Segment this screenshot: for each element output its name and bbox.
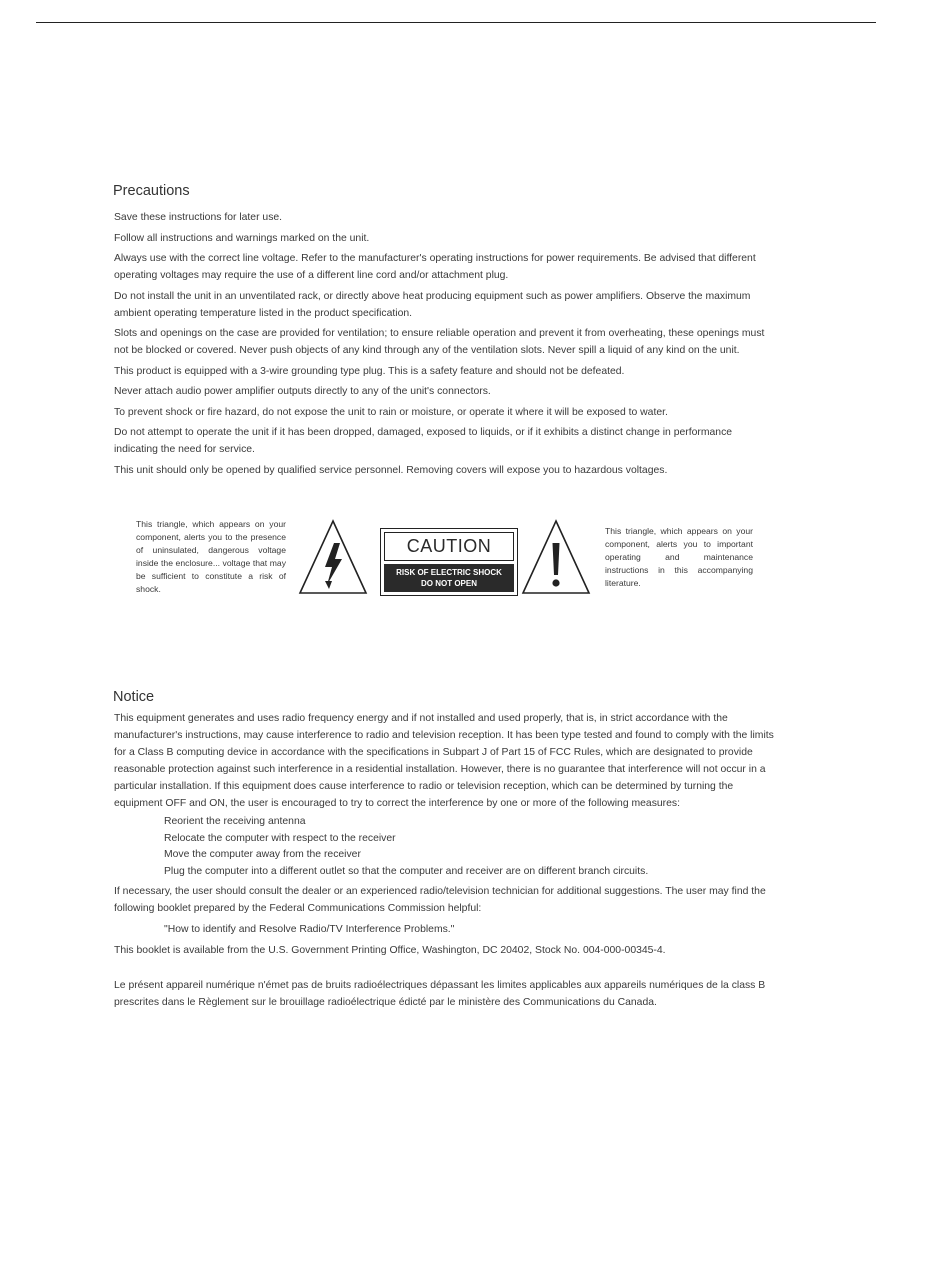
notice-paragraph: If necessary, the user should consult the dealer or an experienced radio/television technician for additional suggestions. The user may find the following booklet prepared by the Federal Communications Commission helpful: [114,886,766,914]
exclamation-triangle-icon [521,519,591,595]
caution-line-1: RISK OF ELECTRIC SHOCK [396,568,502,577]
precaution-item: Never attach audio power amplifier outputs directly to any of the unit's connectors. [114,386,491,397]
precautions-list [114,209,774,482]
caution-band [384,564,514,592]
notice-paragraph: This equipment generates and uses radio frequency energy and if not installed and used properly, that is, in strict accordance with the manufacturer's instructions, may cause interference to radio and television reception. It has been type tested and found to comply with the limits for a Class B computing device in accordance with the specifications in Subpart J of Part 15 of FCC Rules, which are designated to provide reasonable protection against such interference in a residential installation. However, there is no guarantee that interference will not occur in a particular installation. If this equipment does cause interference to radio or television reception, which can be determined by turning the equipment OFF and ON, the user is encouraged to try to correct the interference by one or more of the following measures: [114,713,774,809]
caution-word-frame [384,532,514,561]
notice-paragraph: This booklet is available from the U.S. Government Printing Office, Washington, DC 20402, Stock No. 004-000-00345-4. [114,945,666,956]
notice-body [114,710,774,1011]
measures-list [114,814,774,880]
literature-warning-text: This triangle, which appears on your component, alerts you to important operating and maintenance instructions in this accompanying literature. [605,526,753,588]
precautions-title: Precautions [113,183,190,199]
precaution-item: Always use with the correct line voltage. Refer to the manufacturer's operating instructions for power requirements. Be advised that different operating voltages may require the use of a different line cord and/or attachment plug. [114,253,756,281]
precaution-item: This product is equipped with a 3-wire grounding type plug. This is a safety feature and should not be defeated. [114,365,625,377]
measure-item: Move the computer away from the receiver [164,849,361,860]
precaution-item: To prevent shock or fire hazard, do not expose the unit to rain or moisture, or operate it where it will be exposed to water. [114,406,668,418]
precaution-item: Save these instructions for later use. [114,212,283,223]
measure-item: Plug the computer into a different outlet so that the computer and receiver are on different branch circuits. [164,865,649,877]
precaution-item: Slots and openings on the case are provided for ventilation; to ensure reliable operation and prevent it from overheating, these openings must not be blocked or covered. Never push objects of any kind through any of the ventilation slots. Never spill a liquid of any kind on the unit. [114,328,765,356]
notice-title: Notice [113,689,155,705]
caution-label [380,528,518,596]
french-notice: Le présent appareil numérique n'émet pas de bruits radioélectriques dépassant les limites applicables aux appareils numériques de la class B prescrites dans le Règlement sur le brouillage radioélectrique édicté par le ministère des Communications du Canada. [114,980,766,1008]
lightning-triangle-icon [298,519,368,595]
precaution-item: Do not install the unit in an unventilated rack, or directly above heat producing equipment such as power amplifiers. Observe the maximum ambient operating temperature listed in the product specification. [114,290,751,319]
shock-warning-text: This triangle, which appears on your component, alerts you to the presence of uninsulated, dangerous voltage inside the enclosure... voltage that may be sufficient to constitute a risk of shock. [136,519,286,594]
booklet-title: "How to identify and Resolve Radio/TV Interference Problems." [164,924,455,935]
precaution-item: This unit should only be opened by qualified service personnel. Removing covers will expose you to hazardous voltages. [114,464,668,476]
measure-item: Relocate the computer with respect to the receiver [164,832,396,844]
caution-line-2: DO NOT OPEN [420,579,477,588]
top-rule [36,22,876,23]
measure-item: Reorient the receiving antenna [164,816,306,827]
precaution-item: Follow all instructions and warnings marked on the unit. [114,232,370,244]
caution-word: CAUTION [406,536,492,556]
precaution-item: Do not attempt to operate the unit if it has been dropped, damaged, exposed to liquids, or if it exhibits a distinct change in performance indicating the need for service. [114,427,733,455]
